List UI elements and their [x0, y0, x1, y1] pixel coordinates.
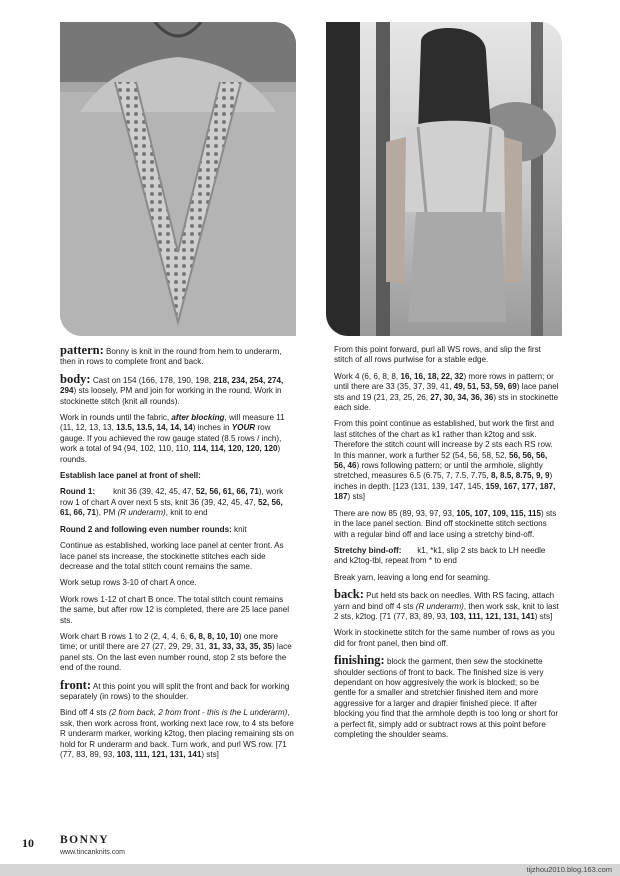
body-paragraph: Continue as established, working lace panel at center front. As lace panel sts increase, the stockinette stitches each side decrease and the total stitch count remains the same. — [60, 541, 284, 571]
round-1-instruction: Round 1: knit 36 (39, 42, 45, 47, 52, 56, 61, 66, 71), work row 1 of chart A over next 5 sts, knit 36 (39, 42, 45, 47, 52, 56, 61, 66, 71), PM (R underarm), knit to end — [60, 487, 284, 518]
front-intro: front: At this point you will split the front and back for working separately (in rows) to the shoulder. — [60, 677, 290, 701]
back-heading: back: — [334, 587, 364, 602]
pattern-brand-title: BONNY — [60, 834, 110, 846]
body-intro: body: Cast on 154 (166, 178, 190, 198, 218, 234, 254, 274, 294) sts loosely, PM and join for working in the round. Work in stockinette stitch (knit all rounds). — [60, 371, 284, 406]
back-paragraph: Work in stockinette stitch for the same number of rows as you did for front panel, then bind off. — [334, 628, 555, 648]
round-2-instruction: Round 2 and following even number rounds: knit — [60, 524, 247, 534]
body-paragraph: Work setup rows 3-10 of chart A once. — [60, 578, 197, 588]
body-paragraph: Work rows 1-12 of chart B once. The total stitch count remains the same, but after row 12 is completed, there are 25 lace panel sts. — [60, 594, 290, 625]
body-paragraph: Work in rounds until the fabric, after blocking, will measure 11 (11, 12, 13, 13, 13.5, 13.5, 14, 14, 14) inches in YOUR row gauge. If you achieved the row gauge stated (8.5 rows / inch), work a total of 94 (94, 102, 110, 110, 114, 114, 120, 120, 120) rounds. — [60, 413, 285, 464]
finishing-heading: finishing: — [334, 653, 385, 668]
right-text-column — [334, 345, 560, 746]
front-paragraph: Bind off 4 sts (2 from back, 2 from front - this is the L underarm), ssk, then work across front, working next lace row, to 4 sts before R underarm marker, working k2tog, then placing remaining sts on hold for R underarm and back. Turn work, and purl WS row. [71 (77, 83, 89, 93, 103, 111, 121, 131, 141) sts] — [60, 708, 294, 759]
lace-panel-subheading: Establish lace panel at front of shell: — [60, 471, 201, 481]
front-paragraph: From this point continue as established, but work the first and last stitches of the chart as k1 rather than k2tog and ssk. Therefore the stitch count will increase by 2 sts each RS row. In this manner, work a further 52 (54, 56, 58, 52, 56, 56, 56, 56, 46) rows following pattern; or until the armhole, slightly stretched, measures 6.5 (6.75, 7, 7.5, 7.75, 8, 8.5, 8.75, 9, 9) inches in depth. [123 (131, 139, 147, 145, 159, 167, 177, 187, 187) sts] — [334, 419, 556, 502]
photo-model-back-view — [326, 22, 562, 336]
back-intro: back: Put held sts back on needles. With RS facing, attach yarn and bind off 4 sts (R underarm), then work ssk, knit to last 2 sts, k2tog. [71 (77, 83, 89, 93, 103, 111, 121, 131, 141) sts] — [334, 587, 559, 621]
page-number: 10 — [22, 836, 34, 850]
website-link[interactable]: www.tincanknits.com — [60, 849, 125, 856]
pattern-text: Bonny is knit in the round from hem to underarm, then in rows to complete front and back. — [60, 347, 282, 367]
photo-lace-back-detail — [60, 22, 296, 336]
front-paragraph: There are now 85 (89, 93, 97, 93, 105, 107, 109, 115, 115) sts in the lace panel section. Bind off stockinette stitch sections with a regular bind off and lace using a stretchy bind-off. — [334, 508, 557, 539]
finishing-section: finishing: block the garment, then sew the stockinette shoulder sections of front to back. The finished size is very dependant on how aggresively the work is blocked; so be gentle for a smaller and stretchier finished item and more aggressive for a larger and drapier finished piece. If after blocking you find that the armhole depth is too long or short for a perfect fit, simply add or subtract rows at this point before completing the shoulder seams. — [334, 653, 559, 739]
body-heading: body: — [60, 371, 91, 386]
front-heading: front: — [60, 677, 92, 692]
watermark-bar — [0, 864, 620, 876]
pattern-heading: pattern: — [60, 343, 104, 357]
blog-watermark: tijzhou2010.blog.163.com — [526, 865, 612, 874]
front-paragraph: Work 4 (6, 6, 8, 8, 16, 16, 18, 22, 32) more rows in pattern; or until there are 33 (35, 37, 39, 41, 49, 51, 53, 59, 69) lace panel sts and 19 (21, 23, 25, 26, 27, 30, 34, 36, 36) sts in stockinette each side. — [334, 371, 559, 413]
pattern-section — [60, 345, 296, 368]
body-paragraph: Work chart B rows 1 to 2 (2, 4, 4, 6, 6, 8, 8, 10, 10) one more time; or until there are 27 (27, 29, 29, 31, 31, 33, 33, 35, 35) lace panel sts. On the last even number round, stop 2 sts before the end of the round. — [60, 631, 292, 673]
front-paragraph: Break yarn, leaving a long end for seaming. — [334, 572, 491, 582]
left-text-column — [60, 345, 296, 766]
front-paragraph: From this point forward, purl all WS rows, and slip the first stitch of all rows purlwise for a stable edge. — [334, 345, 541, 365]
stretchy-bind-off: Stretchy bind-off: k1, *k1, slip 2 sts back to LH needle and k2tog-tbl, repeat from * to end — [334, 545, 546, 566]
